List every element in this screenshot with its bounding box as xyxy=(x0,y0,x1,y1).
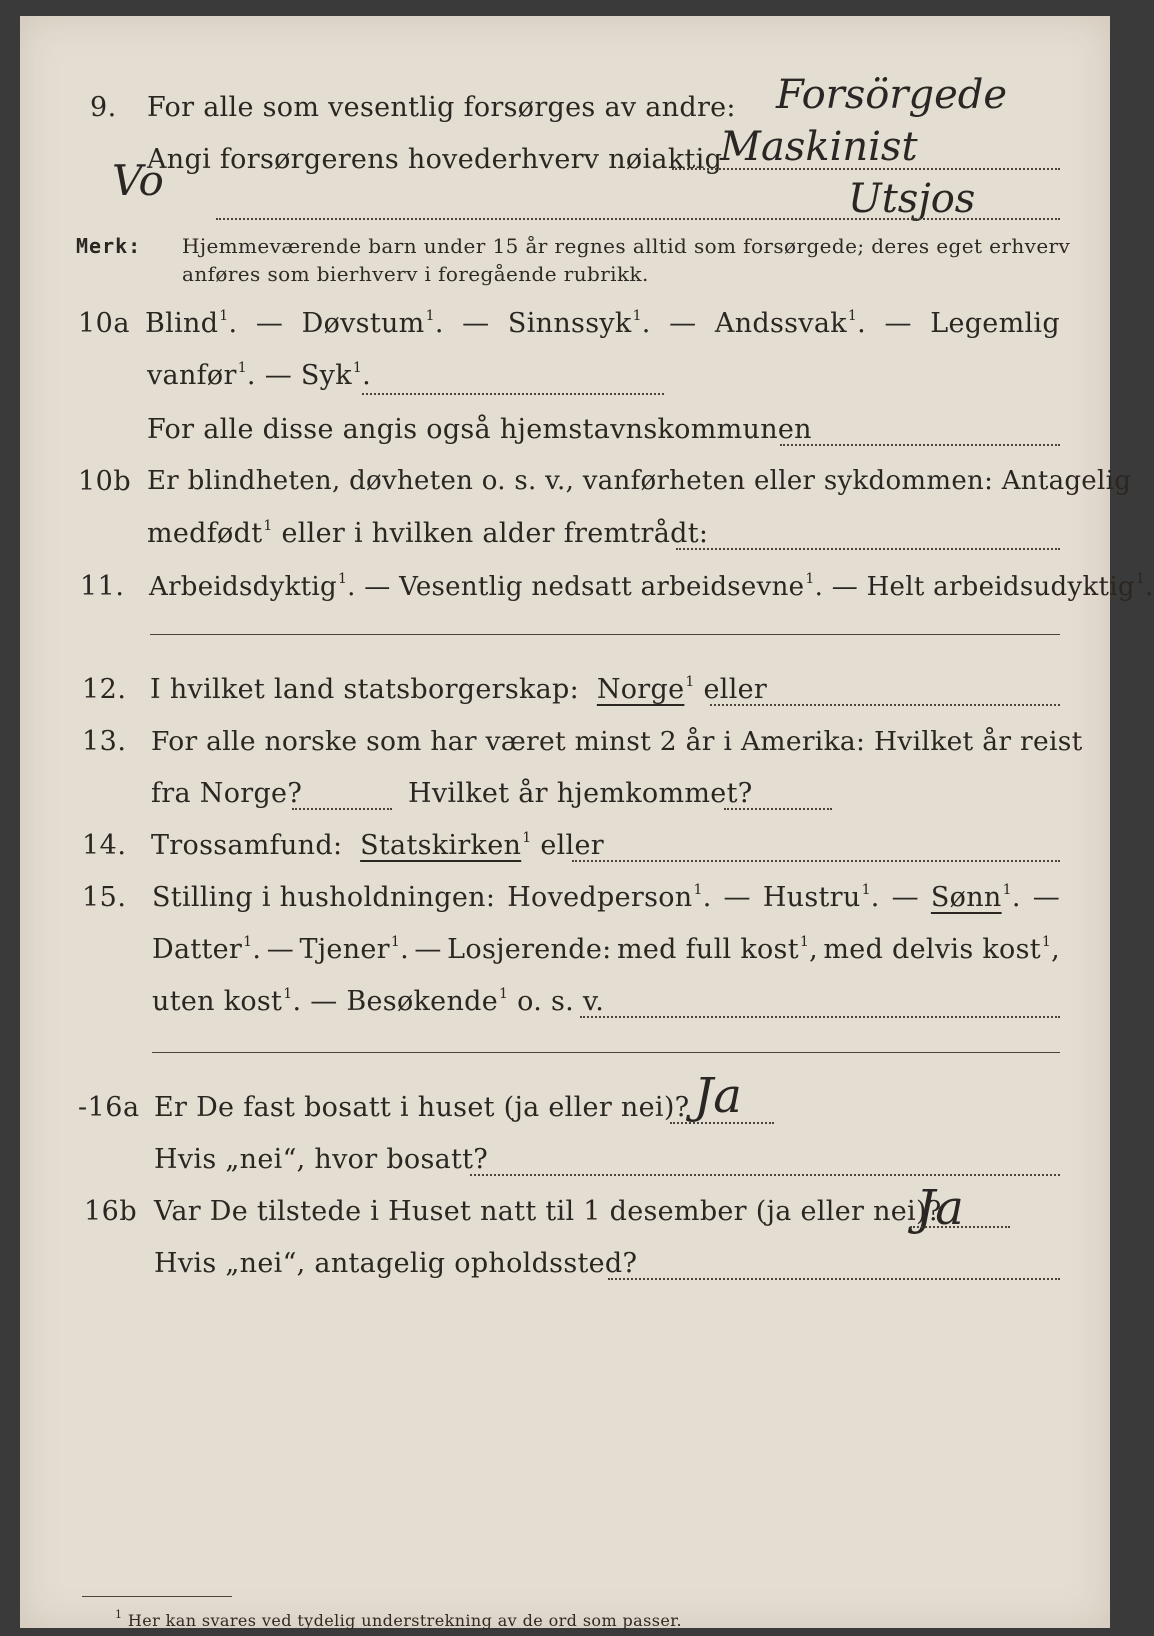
q16b-number: 16b xyxy=(84,1196,138,1227)
q10a-andssvak: Andssvak$^1$. xyxy=(714,308,866,339)
q11-number: 11. xyxy=(80,571,125,602)
q15-line1: Stilling i husholdningen: Hovedperson$^1$. — Hustru$^1$. — Sønn$^1$. — xyxy=(152,882,1060,913)
q9-answer-line-2 xyxy=(216,218,1060,220)
q16a-number: -16a xyxy=(78,1092,140,1123)
q12-line: I hvilket land statsborgerskap: Norge$^1$ eller xyxy=(150,674,768,705)
q10b-line1: Er blindheten, døvheten o. s. v., vanførheten eller sykdommen: Antagelig xyxy=(147,466,1132,496)
census-form-page xyxy=(20,16,1154,1630)
q13-line1: For alle norske som har været minst 2 år i Amerika: Hvilket år reist xyxy=(151,726,1083,757)
q13-reist-line xyxy=(292,808,392,810)
q15-number: 15. xyxy=(82,882,127,913)
q14-line: Trossamfund: Statskirken$^1$ eller xyxy=(151,830,604,861)
q16a-handwritten-answer: Ja xyxy=(694,1068,742,1124)
q10b-line2: medfødt$^1$ eller i hvilken alder fremtrådt: xyxy=(147,518,709,549)
q10a-line2: vanfør$^1$. — Syk$^1$. xyxy=(147,360,372,391)
q10b-answer-line xyxy=(676,548,1060,550)
q16b-answer-line xyxy=(910,1226,1010,1228)
q16b-opholdssted-line xyxy=(608,1278,1060,1280)
q10a-blind: Blind$^1$. xyxy=(145,308,238,339)
q10a-sinnssyk: Sinnssyk$^1$. xyxy=(507,308,651,339)
q15-sonn-underlined: Sønn xyxy=(930,882,1002,913)
q15-answer-rule xyxy=(152,1052,1060,1053)
q10a-dovstum: Døvstum$^1$. xyxy=(301,308,444,339)
q10a-number: 10a xyxy=(78,308,130,339)
q10a-legemlig: Legemlig xyxy=(930,308,1060,339)
q16b-line2: Hvis „nei“, antagelig opholdssted? xyxy=(154,1248,638,1279)
q16b-line1: Var De tilstede i Huset natt til 1 desember (ja eller nei)? xyxy=(154,1196,942,1227)
q13-number: 13. xyxy=(82,726,127,757)
q11-answer-rule xyxy=(150,634,1060,635)
q13-hjemkommet-line xyxy=(724,808,832,810)
q9-handwritten-answer-2: Maskinist xyxy=(720,124,918,170)
q12-answer-line xyxy=(710,704,1060,706)
q9-handwritten-answer-3: Utsjos xyxy=(848,176,976,222)
q15-answer-line xyxy=(580,1016,1060,1018)
q10a-line3: For alle disse angis også hjemstavnskommunen xyxy=(147,414,812,445)
q10a-kommune-line xyxy=(780,444,1060,446)
q16a-bosatt-line xyxy=(470,1174,1060,1176)
q10a-line1: Blind$^1$. — Døvstum$^1$. — Sinnssyk$^1$. — Andssvak$^1$. — Legemlig xyxy=(145,308,1060,339)
q16a-line1: Er De fast bosatt i huset (ja eller nei)? xyxy=(154,1092,690,1123)
q9-number: 9. xyxy=(90,92,117,123)
q15-line2: Datter$^1$. — Tjener$^1$. — Losjerende: med full kost$^1$, med delvis kost$^1$, xyxy=(152,934,1060,965)
q16b-handwritten-answer: Ja xyxy=(916,1180,964,1236)
q13-line2a: fra Norge? xyxy=(151,778,303,809)
q16a-line2: Hvis „nei“, hvor bosatt? xyxy=(154,1144,489,1175)
q12-norge-underlined: Norge xyxy=(596,674,685,705)
merk-label: Merk: xyxy=(76,234,142,258)
q10a-syk-line xyxy=(362,393,664,395)
q15-line3: uten kost$^1$. — Besøkende$^1$ o. s. v. xyxy=(152,986,605,1017)
footnote-rule xyxy=(82,1596,232,1597)
q9-line2: Angi forsørgerens hovederhverv nøiaktig xyxy=(147,144,723,175)
q14-answer-line xyxy=(572,860,1060,862)
q14-statskirken-underlined: Statskirken xyxy=(360,830,522,861)
merk-line2: anføres som bierhverv i foregående rubrikk. xyxy=(182,262,649,286)
q9-line1: For alle som vesentlig forsørges av andre: xyxy=(147,92,736,123)
merk-line1: Hjemmeværende barn under 15 år regnes alltid som forsørgede; deres eget erhverv xyxy=(182,234,1071,258)
q13-line2b: Hvilket år hjemkommet? xyxy=(408,778,753,809)
q9-handwritten-answer-1: Forsörgede xyxy=(776,72,1008,118)
q11-line1: Arbeidsdyktig$^1$. — Vesentlig nedsatt arbeidsevne$^1$. — Helt arbeidsudyktig$^1$. xyxy=(149,571,1154,602)
q14-number: 14. xyxy=(82,830,127,861)
q12-number: 12. xyxy=(82,674,127,705)
q10b-number: 10b xyxy=(78,466,132,497)
q9-margin-mark: Vo xyxy=(112,156,164,205)
footnote: $^1$ Her kan svares ved tydelig understrekning av de ord som passer. xyxy=(115,1608,682,1630)
